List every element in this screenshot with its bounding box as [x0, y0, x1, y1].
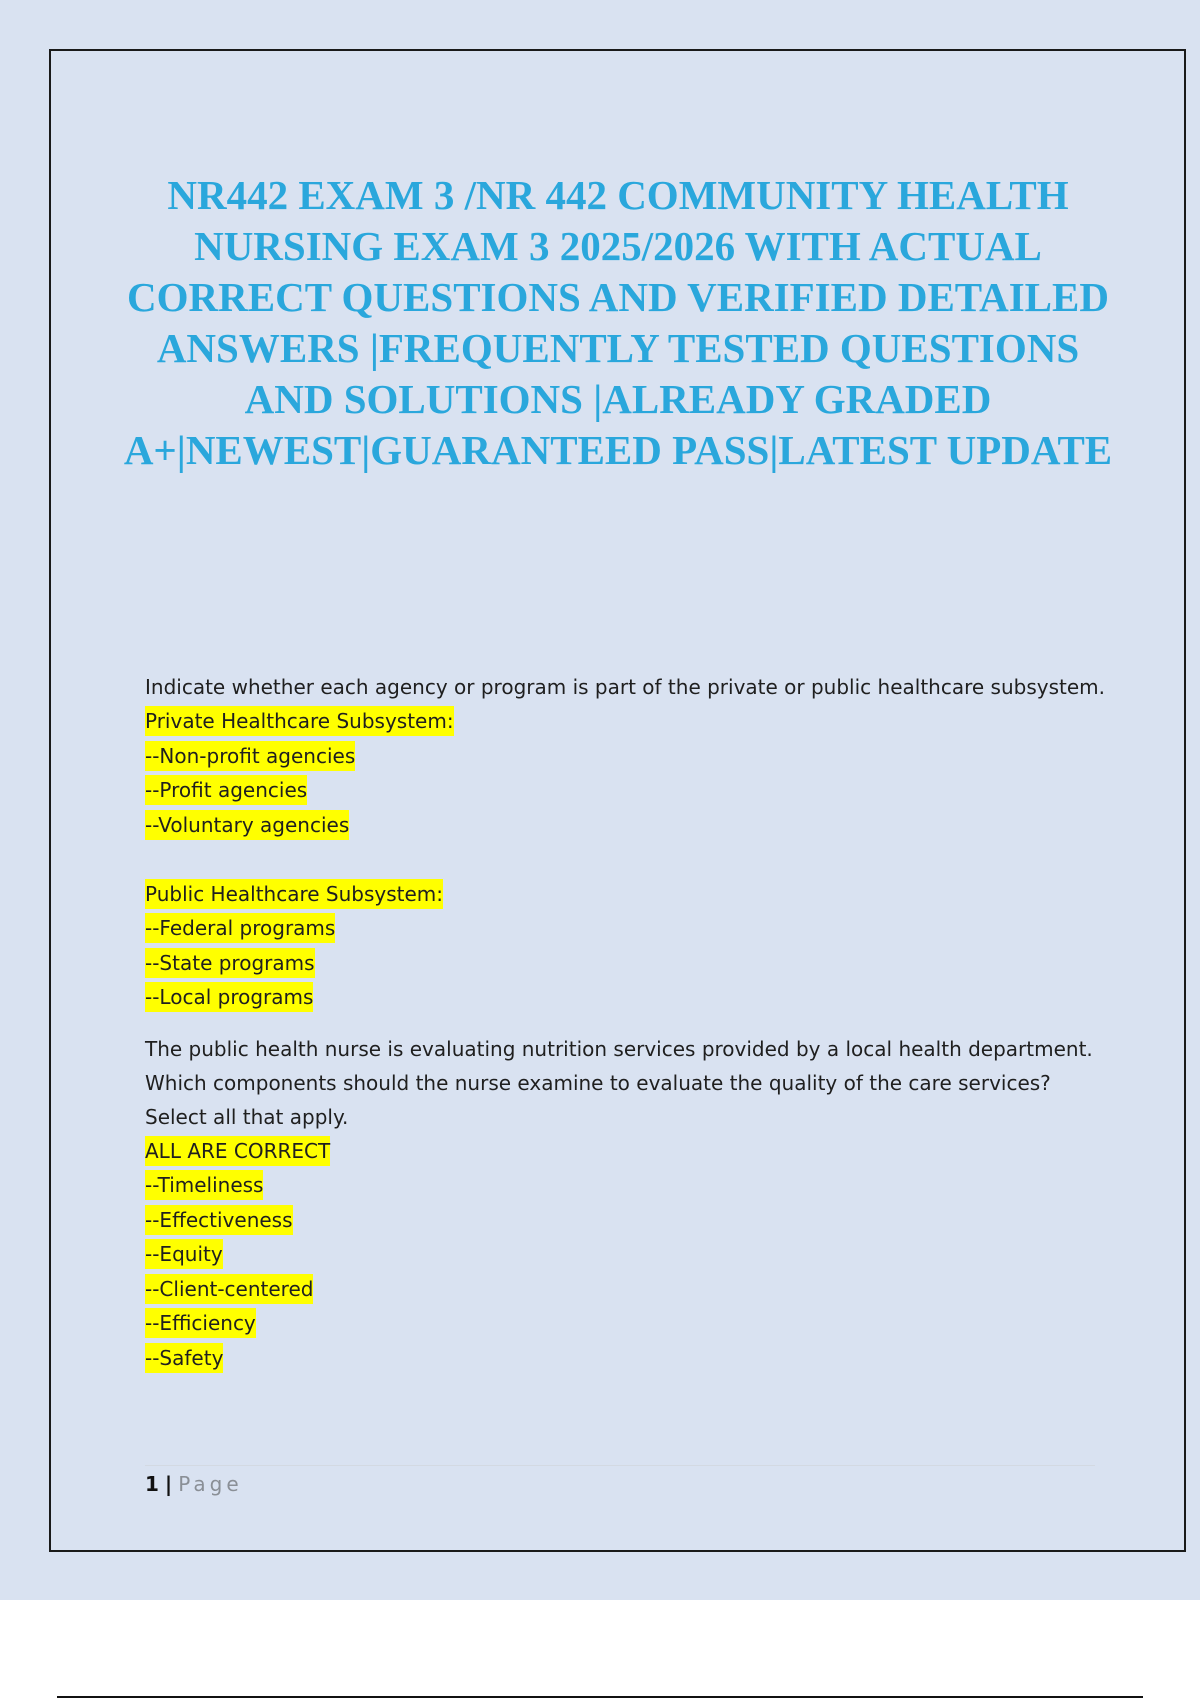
- answer-line: ALL ARE CORRECT: [145, 1134, 1105, 1169]
- document-title: NR442 EXAM 3 /NR 442 COMMUNITY HEALTH NURSING EXAM 3 2025/2026 WITH ACTUAL CORRECT QUESTIONS AND VERIFIED DETAILED ANSWERS |FREQUENTLY TESTED QUESTIONS AND SOLUTIONS |ALREADY GRADED A+|NEWEST|GUARANTEED PASS|LATEST UPDATE: [123, 172, 1113, 473]
- blank-line: [145, 842, 1105, 877]
- footer-divider: [145, 1465, 1095, 1466]
- page-label: Page: [178, 1472, 243, 1496]
- next-page-top-rule: [57, 1696, 1143, 1698]
- document-body: [145, 670, 1105, 1392]
- question-text: The public health nurse is evaluating nutrition services provided by a local health department. Which components should the nurse examine to evaluate the quality of the care services? Select all that apply.: [145, 1036, 1093, 1129]
- page-number: 1: [145, 1472, 159, 1496]
- answer-line: --Non-profit agencies: [145, 739, 1105, 774]
- answer-line: --Effectiveness: [145, 1203, 1105, 1238]
- page-footer: [145, 1470, 243, 1498]
- answer-line: --State programs: [145, 946, 1105, 981]
- answer-line: Private Healthcare Subsystem:: [145, 704, 1105, 739]
- answer-line: Public Healthcare Subsystem:: [145, 877, 1105, 912]
- footer-separator: |: [164, 1472, 173, 1496]
- answer-line: --Local programs: [145, 980, 1105, 1015]
- answer-line: --Safety: [145, 1341, 1105, 1376]
- answer-block: [145, 704, 1105, 1015]
- answer-line: --Timeliness: [145, 1168, 1105, 1203]
- answer-block: [145, 1134, 1105, 1376]
- answer-line: --Client-centered: [145, 1272, 1105, 1307]
- answer-line: --Profit agencies: [145, 773, 1105, 808]
- question-text: Indicate whether each agency or program is part of the private or public healthcare subsystem.: [145, 675, 1105, 699]
- answer-line: --Equity: [145, 1237, 1105, 1272]
- answer-line: --Voluntary agencies: [145, 808, 1105, 843]
- answer-line: --Federal programs: [145, 911, 1105, 946]
- answer-line: --Efficiency: [145, 1306, 1105, 1341]
